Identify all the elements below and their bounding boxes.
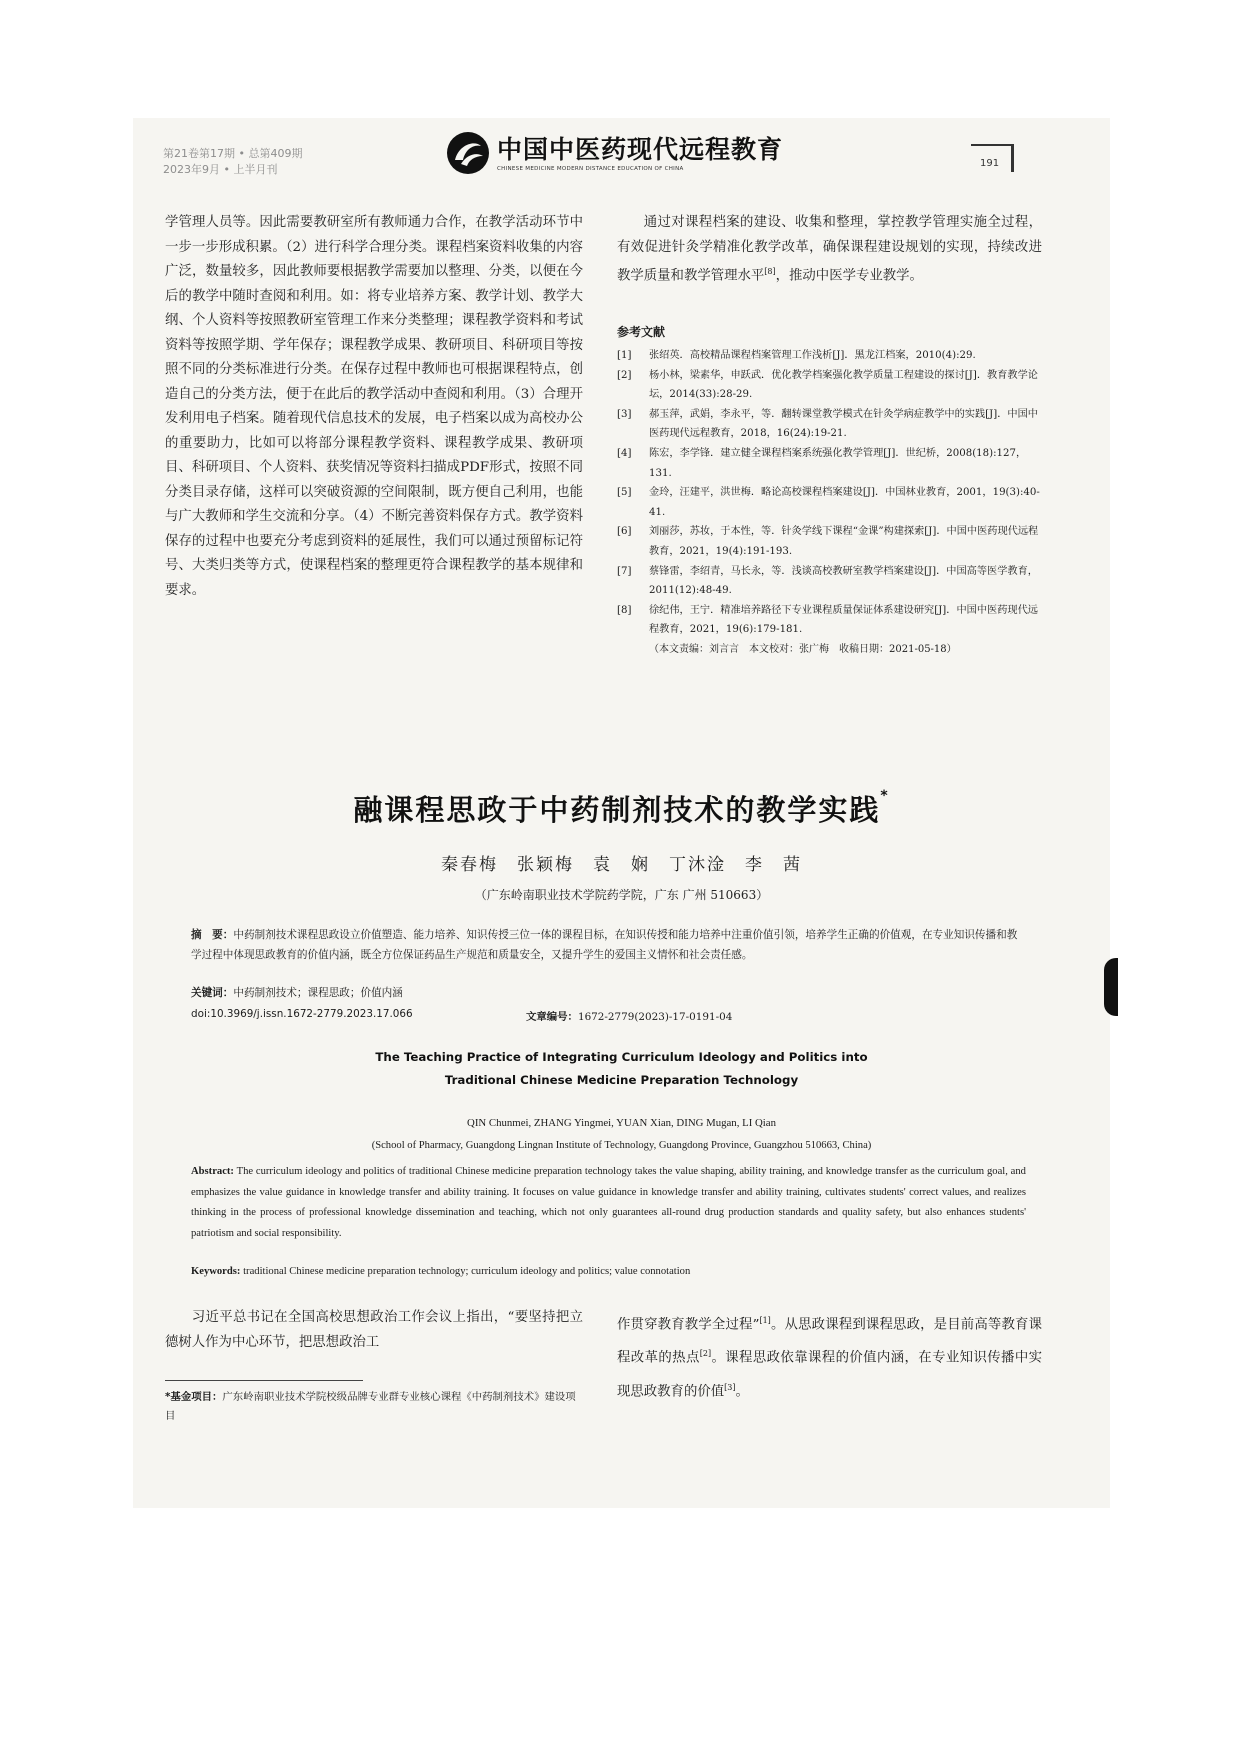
funding-footnote bbox=[165, 1388, 583, 1426]
scanned-page bbox=[133, 118, 1110, 1508]
reference-text: 杨小林，梁素华，申跃武．优化教学档案强化教学质量工程建设的探讨[J]．教育教学论坛，2014(33):28-29. bbox=[649, 369, 1038, 401]
article-title-text: 融课程思政于中药制剂技术的教学实践 bbox=[353, 793, 881, 827]
reference-number: [5] bbox=[617, 487, 632, 499]
issue-info bbox=[163, 146, 302, 178]
reference-number: [4] bbox=[617, 447, 632, 459]
issue-line-1: 第21卷第17期 • 总第409期 bbox=[163, 147, 303, 160]
prev-article-right-column bbox=[617, 211, 1042, 289]
page-number: 191 bbox=[980, 158, 1000, 169]
reference-number: [7] bbox=[617, 565, 632, 577]
citation-ref: [8] bbox=[764, 267, 776, 276]
affiliation-cn: （广东岭南职业技术学院药学院，广东 广州 510663） bbox=[474, 888, 769, 902]
keywords-cn bbox=[191, 984, 1026, 1004]
citation-ref: [2] bbox=[699, 1349, 712, 1359]
reference-number: [8] bbox=[617, 604, 632, 616]
reference-number: [6] bbox=[617, 526, 632, 538]
prev-article-left-column: 学管理人员等。因此需要教研室所有教师通力合作，在教学活动环节中一步一步形成积累。（2）进行科学合理分类。课程档案资料收集的内容广泛，数量较多，因此教师要根据教学需要加以整理、分类，以便在今后的教学中随时查阅和利用。如：将专业培养方案、教学计划、教学大纲、个人资料等按照教研室管理工作来分类整理；课程教学资料和考试资料等按照学期、学年保存；课程教学成果、教研项目、科研项目等按照不同的分类标准进行分类。在保存过程中教师也可根据课程特点，创造自己的分类方法，便于在此后的教学活动中查阅和利用。（3）合理开发利用电子档案。随着现代信息技术的发展，电子档案以成为高校办公的重要助力，比如可以将部分课程教学资料、课程教学成果、教研项目、科研项目、个人资料、获奖情况等资料扫描成PDF形式，按照不同分类目录存储，这样可以突破资源的空间限制，既方便自己利用，也能与广大教师和学生交流和分享。（4）不断完善资料保存方式。教学资料保存的过程中也要充分考虑到资料的延展性，我们可以通过预留标记符号、大类归类等方式，使课程档案的整理更符合课程教学的基本规律和要求。 bbox=[165, 215, 583, 598]
reference-item bbox=[617, 562, 1042, 601]
funding-text: 广东岭南职业技术学院校级品牌专业群专业核心课程《中药制剂技术》建设项目 bbox=[165, 1391, 576, 1422]
reference-item bbox=[617, 366, 1042, 405]
title-en-line-1: The Teaching Practice of Integrating Curriculum Ideology and Politics into bbox=[375, 1050, 868, 1064]
reference-item bbox=[617, 522, 1042, 561]
footnote-divider bbox=[165, 1380, 363, 1381]
reference-item bbox=[617, 346, 1042, 366]
reference-item bbox=[617, 444, 1042, 483]
abstract-en-label: Abstract: bbox=[191, 1166, 234, 1177]
reference-item bbox=[617, 405, 1042, 444]
body-text: 。 bbox=[735, 1384, 749, 1400]
prev-right-text-end: ，推动中医学专业教学。 bbox=[775, 268, 923, 284]
references-list bbox=[617, 346, 1042, 660]
journal-name-cn: 中国中医药现代远程教育 bbox=[497, 134, 784, 164]
references-title: 参考文献 bbox=[617, 325, 666, 339]
reference-text: 徐纪伟，王宁．精准培养路径下专业课程质量保证体系建设研究[J]．中国中医药现代远程教育，2021，19(6):179-181. bbox=[649, 604, 1038, 636]
article-number bbox=[526, 1008, 732, 1023]
reference-item bbox=[617, 483, 1042, 522]
reference-text: 郝玉萍，武娟，李永平，等．翻转课堂教学模式在针灸学病症教学中的实践[J]．中国中医药现代远程教育，2018，16(24):19-21. bbox=[649, 408, 1038, 440]
doi: doi:10.3969/j.issn.1672-2779.2023.17.066 bbox=[191, 1008, 413, 1020]
reference-text: 张绍英．高校精品课程档案管理工作浅析[J]．黑龙江档案，2010(4):29. bbox=[649, 350, 976, 361]
abstract-en bbox=[191, 1162, 1026, 1244]
affiliation-en: (School of Pharmacy, Guangdong Lingnan Institute of Technology, Guangdong Province, Guangzhou 510663, China) bbox=[371, 1140, 872, 1151]
funding-mark: * bbox=[880, 788, 890, 804]
abstract-en-text: The curriculum ideology and politics of traditional Chinese medicine preparation technology takes the value shaping, ability training, and knowledge transfer as the curriculum goal, and emphasizes the value guidance in knowledge transfer and ability training. It focuses on value guidance in knowledge transfer and ability training, cultivates students' correct values, and realizes thinking in the process of professional knowledge dissemination and teaching, which not only guarantees all-round drug production standards and quality safety, but also enhances students' patriotism and social responsibility. bbox=[191, 1166, 1026, 1239]
abstract-cn-text: 中药制剂技术课程思政设立价值塑造、能力培养、知识传授三位一体的课程目标，在知识传授和能力培养中注重价值引领，培养学生正确的价值观，在专业知识传播和教学过程中体现思政教育的价值内涵，既全方位保证药品生产规范和质量安全，又提升学生的爱国主义情怀和社会责任感。 bbox=[191, 929, 1018, 961]
keywords-en-label: Keywords: bbox=[191, 1266, 241, 1277]
keywords-en-text: traditional Chinese medicine preparation technology; curriculum ideology and politics; value connotation bbox=[243, 1266, 691, 1277]
article-number-label: 文章编号： bbox=[526, 1011, 578, 1023]
reference-number: [2] bbox=[617, 369, 632, 381]
article-number-value: 1672-2779(2023)-17-0191-04 bbox=[577, 1011, 733, 1023]
abstract-cn-label: 摘 要： bbox=[191, 929, 234, 941]
body-right-column bbox=[617, 1306, 1042, 1406]
funding-label: *基金项目： bbox=[165, 1391, 223, 1403]
title-en-line-2: Traditional Chinese Medicine Preparation Technology bbox=[444, 1073, 799, 1087]
keywords-cn-text: 中药制剂技术；课程思政；价值内涵 bbox=[233, 987, 403, 999]
body-text: 。从思政课程到课程思政，是目前高等教育课程改革的热点 bbox=[617, 1317, 1042, 1366]
reference-text: 刘丽莎，苏妆，于本性，等．针灸学线下课程“金课”构建探索[J]．中国中医药现代远程教育，2021，19(4):191-193. bbox=[649, 526, 1039, 557]
abstract-cn bbox=[191, 926, 1026, 965]
reference-item bbox=[617, 601, 1042, 640]
citation-ref: [3] bbox=[724, 1382, 736, 1392]
article-title-cn bbox=[133, 788, 1110, 829]
journal-emblem-icon bbox=[445, 130, 491, 176]
body-text: 。课程思政依靠课程的价值内涵，在专业知识传播中实现思政教育的价值 bbox=[617, 1350, 1043, 1400]
authors-en: QIN Chunmei, ZHANG Yingmei, YUAN Xian, DING Mugan, LI Qian bbox=[467, 1117, 776, 1129]
issue-line-2: 2023年9月 • 上半月刊 bbox=[163, 163, 278, 176]
prev-right-text: 通过对课程档案的建设、收集和整理，掌控教学管理实施全过程，有效促进针灸学精准化教学改革，确保课程建设规划的实现，持续改进教学质量和教学管理水平 bbox=[617, 215, 1042, 284]
article-title-en bbox=[133, 1046, 1110, 1092]
reference-number: [3] bbox=[617, 408, 632, 420]
citation-ref: [1] bbox=[759, 1316, 771, 1325]
reference-text: 陈宏，李学锋．建立健全课程档案系统强化教学管理[J]．世纪桥，2008(18):127，131. bbox=[649, 447, 1027, 479]
authors-cn: 秦春梅 张颖梅 袁 娴 丁沐淦 李 茜 bbox=[441, 855, 802, 875]
body-text: 作贯穿教育教学全过程” bbox=[617, 1317, 760, 1333]
editor-note: （本文责编：刘言言 本文校对：张广梅 收稿日期：2021-05-18） bbox=[649, 643, 957, 655]
reference-text: 蔡锋雷，李绍青，马长永，等．浅谈高校教研室教学档案建设[J]．中国高等医学教育，2011(12):48-49. bbox=[649, 565, 1038, 597]
keywords-en bbox=[191, 1266, 1026, 1277]
keywords-cn-label: 关键词： bbox=[191, 987, 234, 999]
reference-text: 金玲，汪建平，洪世梅．略论高校课程档案建设[J]．中国林业教育，2001，19(3):40-41. bbox=[649, 487, 1040, 518]
journal-name-en: CHINESE MEDICINE MODERN DISTANCE EDUCATION OF CHINA bbox=[497, 165, 684, 172]
reference-number: [1] bbox=[617, 350, 632, 361]
body-left-column: 习近平总书记在全国高校思想政治工作会议上指出，“要坚持把立德树人作为中心环节，把思想政治工 bbox=[165, 1310, 583, 1350]
journal-logo bbox=[445, 130, 783, 176]
scan-edge-mark bbox=[1104, 958, 1118, 1016]
